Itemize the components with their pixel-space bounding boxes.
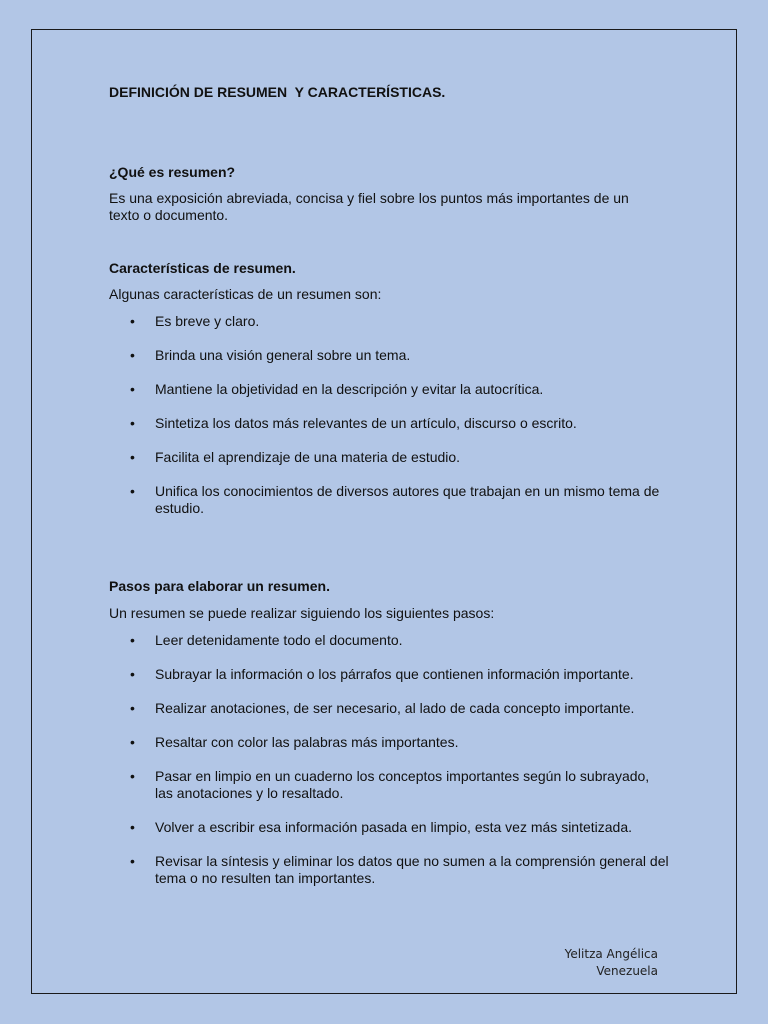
- author-signature: [565, 946, 658, 980]
- bullet-icon: •: [130, 483, 135, 499]
- list-item-text: Facilita el aprendizaje de una materia de estudio.: [155, 449, 461, 465]
- section-heading-what-is: ¿Qué es resumen?: [109, 164, 236, 180]
- list-item-text: Brinda una visión general sobre un tema.: [155, 347, 411, 363]
- characteristics-list: [109, 313, 669, 534]
- section-heading-steps: Pasos para elaborar un resumen.: [109, 578, 330, 594]
- list-item: [109, 853, 669, 887]
- list-item-text: Revisar la síntesis y eliminar los datos que no sumen a la comprensión general del tema o no resulten tan importantes.: [155, 853, 669, 886]
- author-country: Venezuela: [596, 964, 658, 978]
- section-intro-characteristics: Algunas características de un resumen son:: [109, 286, 382, 302]
- list-item-text: Resaltar con color las palabras más importantes.: [155, 734, 459, 750]
- bullet-icon: •: [130, 819, 135, 835]
- section-heading-characteristics: Características de resumen.: [109, 260, 296, 276]
- list-item: [109, 313, 669, 330]
- list-item-text: Realizar anotaciones, de ser necesario, al lado de cada concepto importante.: [155, 700, 635, 716]
- bullet-icon: •: [130, 632, 135, 648]
- list-item: [109, 666, 669, 683]
- bullet-icon: •: [130, 734, 135, 750]
- list-item: [109, 700, 669, 717]
- bullet-icon: •: [130, 313, 135, 329]
- list-item-text: Subrayar la información o los párrafos que contienen información importante.: [155, 666, 634, 682]
- list-item-text: Sintetiza los datos más relevantes de un artículo, discurso o escrito.: [155, 415, 577, 431]
- bullet-icon: •: [130, 449, 135, 465]
- list-item-text: Mantiene la objetividad en la descripción y evitar la autocrítica.: [155, 381, 544, 397]
- list-item: [109, 768, 669, 802]
- list-item: [109, 381, 669, 398]
- bullet-icon: •: [130, 347, 135, 363]
- list-item: [109, 449, 669, 466]
- list-item: [109, 415, 669, 432]
- list-item: [109, 819, 669, 836]
- document-title: DEFINICIÓN DE RESUMEN Y CARACTERÍSTICAS.: [109, 84, 446, 100]
- bullet-icon: •: [130, 768, 135, 784]
- bullet-icon: •: [130, 700, 135, 716]
- bullet-icon: •: [130, 666, 135, 682]
- bullet-icon: •: [130, 381, 135, 397]
- list-item: [109, 347, 669, 364]
- list-item: [109, 632, 669, 649]
- list-item: [109, 734, 669, 751]
- bullet-icon: •: [130, 415, 135, 431]
- list-item-text: Volver a escribir esa información pasada en limpio, esta vez más sintetizada.: [155, 819, 633, 835]
- steps-list: [109, 632, 669, 904]
- author-name: Yelitza Angélica: [564, 947, 658, 961]
- list-item: [109, 483, 669, 517]
- section-body-what-is: Es una exposición abreviada, concisa y fiel sobre los puntos más importantes de un texto o documento.: [109, 190, 629, 223]
- bullet-icon: •: [130, 853, 135, 869]
- list-item-text: Es breve y claro.: [155, 313, 260, 329]
- section-intro-steps: Un resumen se puede realizar siguiendo los siguientes pasos:: [109, 605, 495, 621]
- list-item-text: Pasar en limpio en un cuaderno los conceptos importantes según lo subrayado, las anotaciones y lo resaltado.: [155, 768, 650, 801]
- list-item-text: Unifica los conocimientos de diversos autores que trabajan en un mismo tema de estudio.: [155, 483, 660, 516]
- list-item-text: Leer detenidamente todo el documento.: [155, 632, 403, 648]
